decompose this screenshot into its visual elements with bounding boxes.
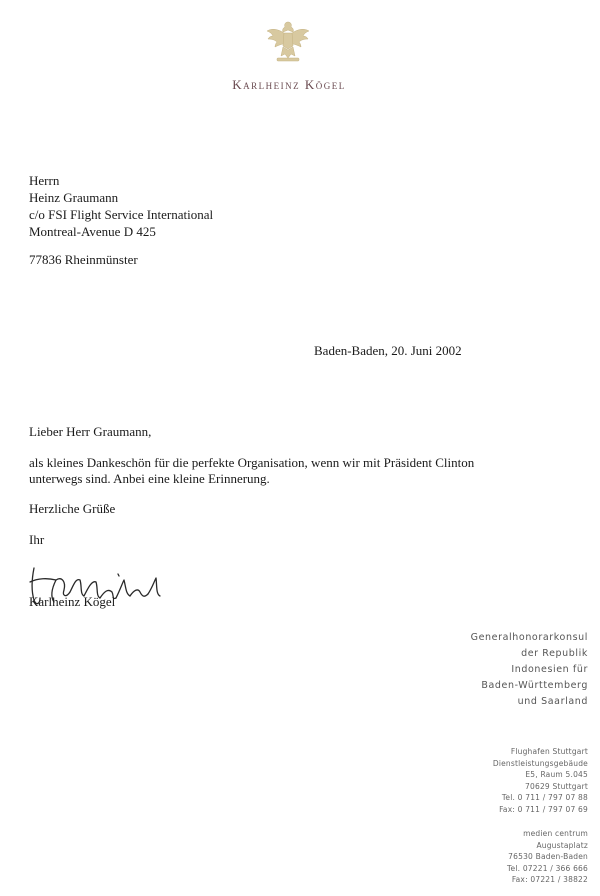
recipient-address bbox=[29, 172, 213, 240]
contact-line: 70629 Stuttgart bbox=[525, 781, 588, 791]
garuda-eagle-emblem-icon bbox=[264, 16, 312, 64]
closing-ihr: Ihr bbox=[29, 532, 45, 547]
consulate-line: der Republik bbox=[521, 648, 588, 659]
closing-greeting: Herzliche Grüße bbox=[29, 501, 116, 516]
contact-line: Dienstleistungsgebäude bbox=[492, 758, 588, 768]
contact-line: Tel. 0 711 / 797 07 88 bbox=[501, 793, 588, 802]
contact-line: medien centrum bbox=[523, 829, 588, 838]
contact-line: 76530 Baden-Baden bbox=[508, 852, 588, 861]
address-line: Herrn bbox=[29, 173, 60, 188]
contact-line: E5, Raum 5.045 bbox=[525, 770, 588, 779]
salutation: Lieber Herr Graumann, bbox=[29, 424, 152, 439]
signer-name: Karlheinz Kögel bbox=[29, 594, 116, 609]
contact-line: Fax: 07221 / 38822 bbox=[511, 875, 588, 884]
address-line: Heinz Graumann bbox=[29, 190, 119, 205]
contact-line: Tel. 07221 / 366 666 bbox=[507, 863, 588, 873]
consulate-line: Baden-Württemberg bbox=[481, 680, 588, 691]
address-line: Montreal-Avenue D 425 bbox=[29, 224, 156, 239]
contact-media-block bbox=[507, 828, 588, 886]
consulate-block bbox=[471, 630, 588, 710]
consulate-line: Generalhonorarkonsul bbox=[470, 632, 588, 643]
contact-airport-block bbox=[493, 746, 588, 815]
contact-line: Fax: 0 711 / 797 07 69 bbox=[499, 804, 588, 814]
recipient-city: 77836 Rheinmünster bbox=[29, 252, 138, 267]
letter-date: Baden-Baden, 20. Juni 2002 bbox=[314, 343, 462, 358]
letterhead-name: Karlheinz Kögel bbox=[232, 77, 346, 92]
consulate-line: und Saarland bbox=[517, 696, 588, 707]
address-line: c/o FSI Flight Service International bbox=[29, 207, 214, 222]
contact-line: Flughafen Stuttgart bbox=[510, 747, 588, 756]
consulate-line: Indonesien für bbox=[511, 664, 588, 675]
letter-paragraph: als kleines Dankeschön für die perfekte Organisation, wenn wir mit Präsident Clinton unterwegs sind. Anbei eine kleine Erinnerung. bbox=[29, 455, 475, 486]
contact-line: Augustaplatz bbox=[536, 840, 588, 850]
